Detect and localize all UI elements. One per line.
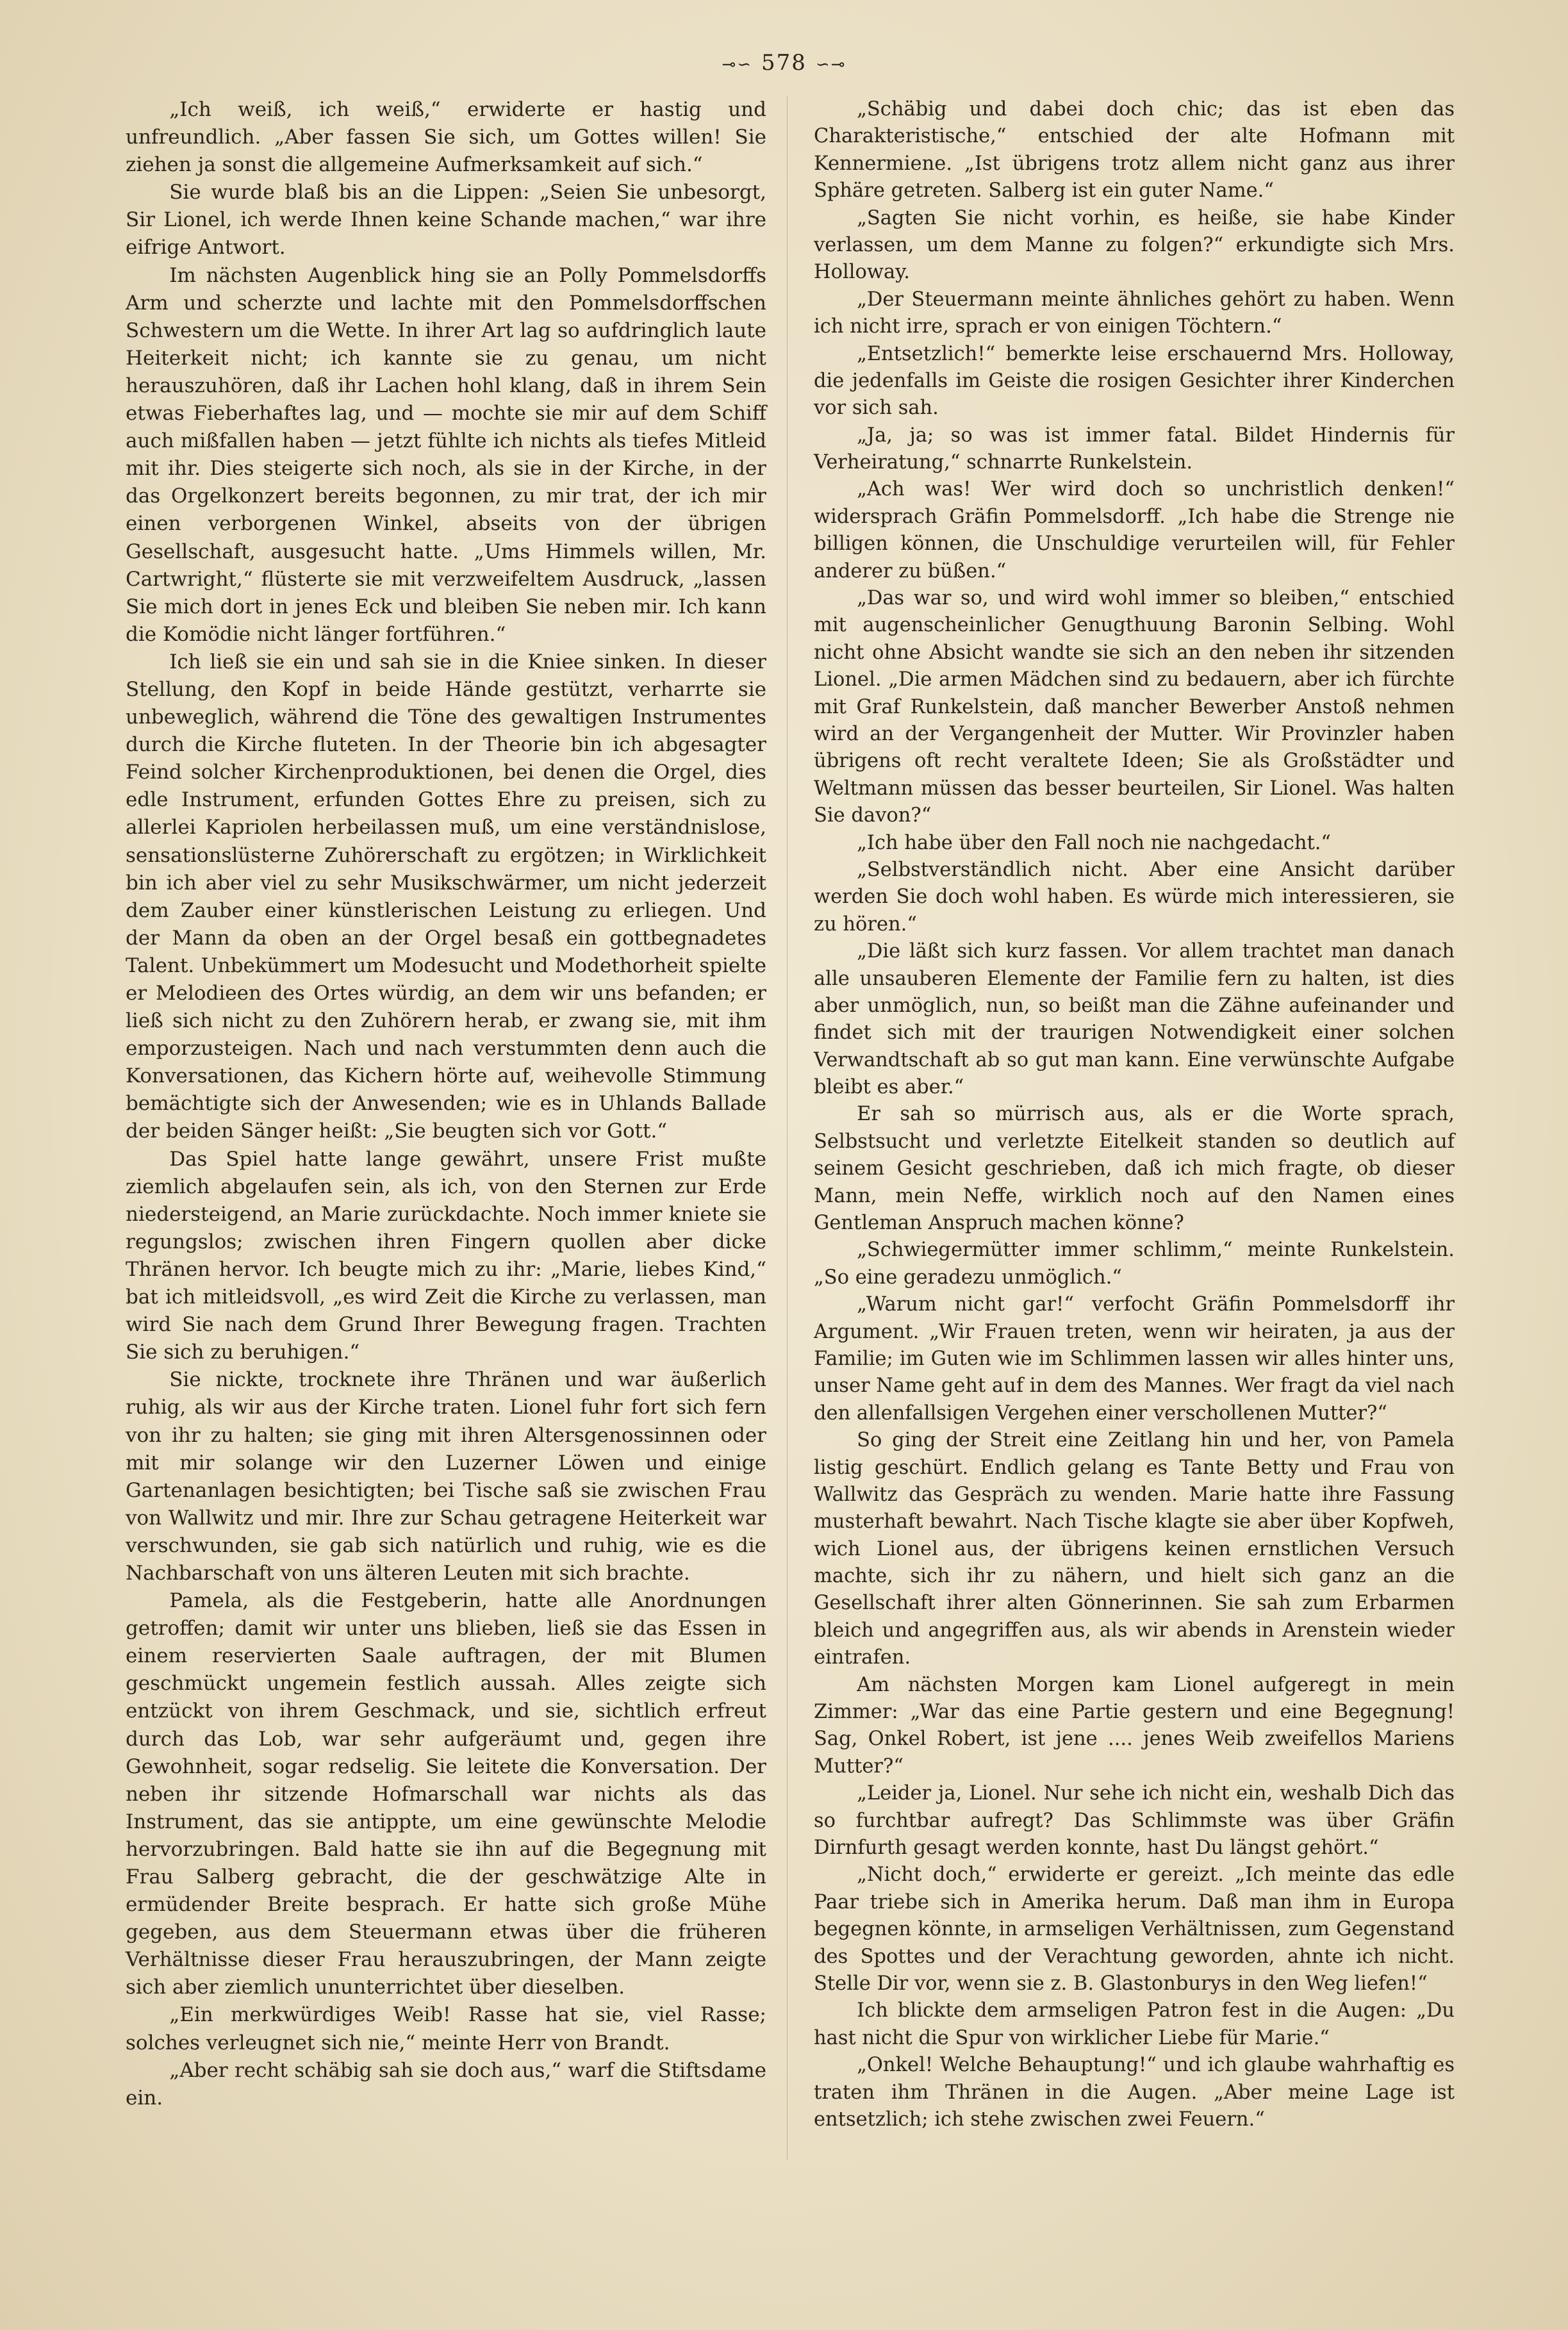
- paragraph: „Ja, ja; so was ist immer fatal. Bildet Hindernis für Verheiratung,“ schnarrte Runkelstein.: [814, 424, 1455, 474]
- paragraph: Das Spiel hatte lange gewährt, unsere Frist mußte ziemlich abgelaufen sein, als ich, von den Sternen zur Erde niedersteigend, an Marie zurückdachte. Noch immer kniete sie regungslos; zwischen ihren Fingern quollen aber dicke Thränen hervor. Ich beugte mich zu ihr: „Marie, liebes Kind,“ bat ich mitleidsvoll, „es wird Zeit die Kirche zu verlassen, man wird Sie nach dem Grund Ihrer Bewegung fragen. Trachten Sie sich zu beruhigen.“: [126, 1147, 766, 1364]
- column-divider: [787, 96, 788, 2160]
- paragraph: „Ach was! Wer wird doch so unchristlich denken!“ widersprach Gräfin Pommelsdorff. „Ich habe die Strenge nie billigen können, die Unschuldige verurteilen will, für Fehler anderer zu büßen.“: [814, 478, 1455, 582]
- paragraph: „Entsetzlich!“ bemerkte leise erschauernd Mrs. Holloway, die jedenfalls im Geiste die rosigen Gesichter ihrer Kinderchen vor sich sah.: [814, 342, 1455, 420]
- paragraph: „Schäbig und dabei doch chic; das ist eben das Charakteristische,“ entschied der alte Hofmann mit Kennermiene. „Ist übrigens trotz allem nicht ganz aus ihrer Sphäre getreten. Salberg ist ein guter Name.“: [814, 98, 1455, 202]
- paragraph: „Aber recht schäbig sah sie doch aus,“ warf die Stiftsdame ein.: [126, 2058, 766, 2110]
- paragraph: Pamela, als die Festgeberin, hatte alle Anordnungen getroffen; damit wir unter uns blieben, ließ sie das Essen in einem reservierten Saale auftragen, der mit Blumen geschmückt ungemein festlich aussah. Alles zeigte sich entzückt von ihrem Geschmack, und sie, sichtlich erfreut durch das Lob, war sehr aufgeräumt und, gegen ihre Gewohnheit, sogar redselig. Sie leitete die Konversation. Der neben ihr sitzende Hofmarschall war nichts als das Instrument, das sie antippte, um eine gewünschte Melodie hervorzubringen. Bald hatte sie ihn auf die Begegnung mit Frau Salberg gebracht, die der geschwätzige Alte in ermüdender Breite besprach. Er hatte sich große Mühe gegeben, aus dem Steuermann etwas über die früheren Verhältnisse dieser Frau herauszubringen, der Mann zeigte sich aber ziemlich ununterrichtet über dieselben.: [126, 1589, 766, 1999]
- ornament-right-icon: ∽⊸: [815, 55, 846, 74]
- text-column-left: [126, 96, 766, 2112]
- paragraph: „Die läßt sich kurz fassen. Vor allem trachtet man danach alle unsauberen Elemente der Familie fern zu halten, ist dies aber unmöglich, nun, so beißt man die Zähne aufeinander und findet sich mit der traurigen Notwendigkeit einer solchen Verwandtschaft ab so gut man kann. Eine verwünschte Aufgabe bleibt es aber.“: [814, 940, 1455, 1099]
- paragraph: „Ein merkwürdiges Weib! Rasse hat sie, viel Rasse; solches verleugnet sich nie,“ meinte Herr von Brandt.: [126, 2003, 766, 2054]
- paragraph: Sie wurde blaß bis an die Lippen: „Seien Sie unbesorgt, Sir Lionel, ich werde Ihnen keine Schande machen,“ war ihre eifrige Antwort.: [126, 181, 766, 260]
- paragraph: Sie nickte, trocknete ihre Thränen und war äußerlich ruhig, als wir aus der Kirche traten. Lionel fuhr fort sich fern von ihr zu halten; sie ging mit ihren Altersgenossinnen oder mit mir solange wir den Luzerner Löwen und einige Gartenanlagen besichtigten; bei Tische saß sie zwischen Frau von Wallwitz und mir. Ihre zur Schau getragene Heiterkeit war verschwunden, sie gab sich natürlich und ruhig, wie es die Nachbarschaft von uns älteren Leuten mit sich brachte.: [126, 1368, 766, 1585]
- paragraph: „Selbstverständlich nicht. Aber eine Ansicht darüber werden Sie doch wohl haben. Es würde mich interessieren, sie zu hören.“: [814, 858, 1455, 936]
- page-header: [0, 50, 1568, 76]
- ornament-left-icon: ⊸∽: [722, 55, 753, 74]
- paragraph: So ging der Streit eine Zeitlang hin und her, von Pamela listig geschürt. Endlich gelang es Tante Betty und Frau von Wallwitz das Gespräch zu wenden. Marie hatte ihre Fassung musterhaft bewahrt. Nach Tische klagte sie aber über Kopfweh, wich Lionel aus, der übrigens keinen ernstlichen Versuch machte, sich ihr zu nähern, und hielt sich ganz an die Gesellschaft ihrer alten Gönnerinnen. Sie sah zum Erbarmen bleich und angegriffen aus, als wir abends in Arenstein wieder eintrafen.: [814, 1429, 1455, 1669]
- page-number: 578: [761, 50, 807, 76]
- text-column-right: [814, 96, 1455, 2133]
- paragraph: „Warum nicht gar!“ verfocht Gräfin Pommelsdorff ihr Argument. „Wir Frauen treten, wenn wir heiraten, ja aus der Familie; im Guten wie im Schlimmen lassen wir alles hinter uns, unser Name geht auf in dem des Mannes. Wer fragt da viel nach den allenfallsigen Vergehen einer verschollenen Mutter?“: [814, 1293, 1455, 1425]
- paragraph: Er sah so mürrisch aus, als er die Worte sprach, Selbstsucht und verletzte Eitelkeit standen so deutlich auf seinem Gesicht geschrieben, daß ich mich fragte, ob dieser Mann, mein Neffe, wirklich noch auf den Namen eines Gentleman Anspruch machen könne?: [814, 1103, 1455, 1235]
- paragraph: „Onkel! Welche Behauptung!“ und ich glaube wahrhaftig es traten ihm Thränen in die Augen. „Aber meine Lage ist entsetzlich; ich stehe zwischen zwei Feuern.“: [814, 2054, 1455, 2131]
- paragraph: „Das war so, und wird wohl immer so bleiben,“ entschied mit augenscheinlicher Genugthuung Baronin Selbing. Wohl nicht ohne Absicht wandte sie sich an den neben ihr sitzenden Lionel. „Die armen Mädchen sind zu bedauern, aber ich fürchte mit Graf Runkelstein, daß mancher Bewerber Anstoß nehmen wird an der Vergangenheit der Mutter. Wir Provinzler haben übrigens oft recht veraltete Ideen; Sie als Großstädter und Weltmann müssen das besser beurteilen, Sir Lionel. Was halten Sie davon?“: [814, 587, 1455, 827]
- paragraph: „Nicht doch,“ erwiderte er gereizt. „Ich meinte das edle Paar triebe sich in Amerika herum. Daß man ihm in Europa begegnen könnte, in armseligen Verhältnissen, zum Gegenstand des Spottes und der Verachtung geworden, ahnte ich nicht. Stelle Dir vor, wenn sie z. B. Glastonburys in den Weg liefen!“: [814, 1863, 1455, 1995]
- paragraph: „Der Steuermann meinte ähnliches gehört zu haben. Wenn ich nicht irre, sprach er von einigen Töchtern.“: [814, 288, 1455, 338]
- paragraph: „Sagten Sie nicht vorhin, es heiße, sie habe Kinder verlassen, um dem Manne zu folgen?“ erkundigte sich Mrs. Holloway.: [814, 206, 1455, 284]
- paragraph: Ich ließ sie ein und sah sie in die Kniee sinken. In dieser Stellung, den Kopf in beide Hände gestützt, verharrte sie unbeweglich, während die Töne des gewaltigen Instrumentes durch die Kirche fluteten. In der Theorie bin ich abgesagter Feind solcher Kirchenproduktionen, bei denen die Orgel, dies edle Instrument, erfunden Gottes Ehre zu preisen, sich zu allerlei Kapriolen herbeilassen muß, um eine verständnislose, sensationslüsterne Zuhörerschaft zu ergötzen; in Wirklichkeit bin ich aber viel zu sehr Musikschwärmer, um nicht jederzeit dem Zauber einer künstlerischen Leistung zu erliegen. Und der Mann da oben an der Orgel besaß ein gottbegnadetes Talent. Unbekümmert um Modesucht und Modethorheit spielte er Melodieen des Ortes würdig, an dem wir uns befanden; er ließ sich nicht zu den Zuhörern herab, er zwang sie, mit ihm emporzusteigen. Nach und nach verstummten denn auch die Konversationen, das Kichern hörte auf, weihevolle Stimmung bemächtigte sich der Anwesenden; wie es in Uhlands Ballade der beiden Sänger heißt: „Sie beugten sich vor Gott.“: [126, 650, 766, 1143]
- paragraph: Am nächsten Morgen kam Lionel aufgeregt in mein Zimmer: „War das eine Partie gestern und eine Begegnung! Sag, Onkel Robert, ist jene .... jenes Weib zweifellos Mariens Mutter?“: [814, 1673, 1455, 1778]
- paragraph: „Schwiegermütter immer schlimm,“ meinte Runkelstein. „So eine geradezu unmöglich.“: [814, 1239, 1455, 1289]
- paragraph: „Leider ja, Lionel. Nur sehe ich nicht ein, weshalb Dich das so furchtbar aufregt? Das Schlimmste was über Gräfin Dirnfurth gesagt werden konnte, hast Du längst gehört.“: [814, 1782, 1455, 1859]
- paragraph: Im nächsten Augenblick hing sie an Polly Pommelsdorffs Arm und scherzte und lachte mit den Pommelsdorffschen Schwestern um die Wette. In ihrer Art lag so aufdringlich laute Heiterkeit nicht; ich kannte sie zu genau, um nicht herauszuhören, daß ihr Lachen hohl klang, daß in ihrem Sein etwas Fieberhaftes lag, und — mochte sie mir auf dem Schiff auch mißfallen haben — jetzt fühlte ich nichts als tiefes Mitleid mit ihr. Dies steigerte sich noch, als sie in der Kirche, in der das Orgelkonzert bereits begonnen, zu mir trat, der ich mir einen verborgenen Winkel, abseits von der übrigen Gesellschaft, ausgesucht hatte. „Ums Himmels willen, Mr. Cartwright,“ flüsterte sie mit verzweifeltem Ausdruck, „lassen Sie mich dort in jenes Eck und bleiben Sie neben mir. Ich kann die Komödie nicht länger fortführen.“: [126, 263, 766, 646]
- paragraph: „Ich weiß, ich weiß,“ erwiderte er hastig und unfreundlich. „Aber fassen Sie sich, um Gottes willen! Sie ziehen ja sonst die allgemeine Aufmerksamkeit auf sich.“: [126, 98, 766, 177]
- paragraph: „Ich habe über den Fall noch nie nachgedacht.“: [857, 831, 1332, 854]
- paragraph: Ich blickte dem armseligen Patron fest in die Augen: „Du hast nicht die Spur von wirklicher Liebe für Marie.“: [814, 1999, 1455, 2049]
